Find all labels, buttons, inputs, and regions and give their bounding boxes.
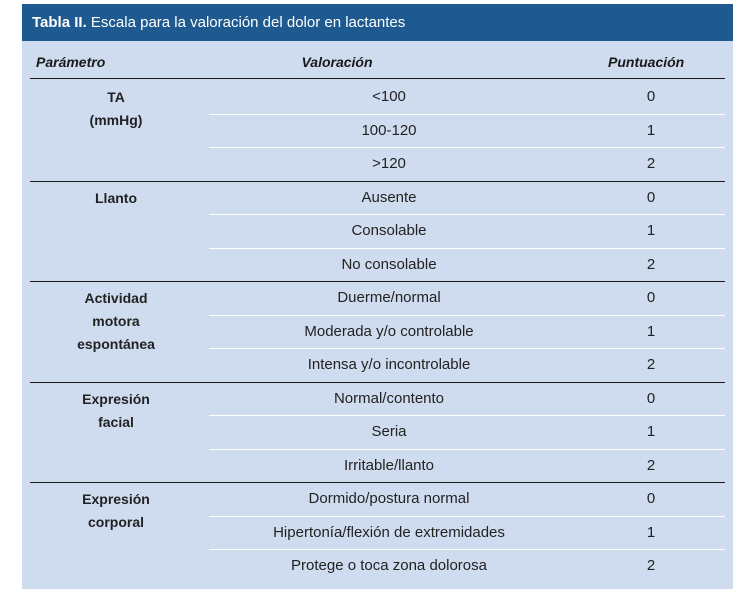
valoracion-cell: <100 (372, 88, 406, 105)
valoracion-cell: Seria (371, 423, 407, 440)
valoracion-cell: Irritable/llanto (343, 456, 435, 474)
table-caption: Escala para la valoración del dolor en lactantes (90, 14, 406, 31)
table-number: Tabla II. (32, 14, 87, 31)
valoracion-cell: >120 (372, 155, 406, 172)
valoracion-cell: No consolable (341, 255, 437, 273)
param-label-line: corporal (87, 514, 144, 530)
param-label (30, 287, 202, 356)
valoracion-cell: Ausente (361, 188, 417, 206)
puntuacion-cell: 0 (646, 88, 656, 105)
puntuacion-cell: 2 (646, 255, 656, 273)
valoracion-cell: Intensa y/o incontrolable (307, 356, 471, 373)
valoracion-cell: 100-120 (361, 121, 417, 139)
param-label (30, 388, 202, 434)
puntuacion-cell: 1 (646, 322, 656, 340)
valoracion-cell: Hipertonía/flexión de extremidades (273, 523, 505, 541)
puntuacion-cell: 2 (646, 456, 656, 474)
param-label-line: Llanto (95, 189, 137, 206)
header-divider (30, 78, 725, 79)
pain-scale-table (22, 4, 733, 589)
puntuacion-cell: 2 (646, 155, 656, 172)
puntuacion-cell: 0 (646, 289, 656, 306)
header-puntuacion: Puntuación (608, 54, 685, 70)
puntuacion-cell: 2 (646, 356, 656, 373)
param-label-line: espontánea (77, 336, 155, 352)
valoracion-cell: Normal/contento (333, 389, 445, 407)
puntuacion-cell: 0 (646, 490, 656, 507)
param-label-line: Expresión (82, 390, 150, 407)
param-label-line: TA (107, 89, 125, 105)
param-label-line: Expresión (82, 491, 150, 507)
header-valoracion: Valoración (301, 54, 373, 70)
puntuacion-cell: 0 (646, 188, 656, 206)
table-title (22, 4, 733, 41)
puntuacion-cell: 0 (646, 389, 656, 407)
valoracion-cell: Moderada y/o controlable (304, 322, 474, 340)
puntuacion-cell: 1 (646, 222, 656, 239)
param-label (30, 488, 202, 534)
puntuacion-cell: 1 (646, 121, 656, 139)
param-label (30, 187, 202, 210)
puntuacion-cell: 2 (646, 557, 656, 574)
valoracion-cell: Dormido/postura normal (308, 490, 470, 507)
valoracion-cell: Consolable (351, 222, 427, 239)
valoracion-cell: Duerme/normal (337, 289, 441, 306)
param-label-line: facial (98, 413, 134, 430)
header-parametro: Parámetro (36, 54, 106, 70)
param-label-line: (mmHg) (89, 112, 143, 128)
table-header-row (22, 48, 733, 78)
valoracion-cell: Protege o toca zona dolorosa (291, 557, 487, 574)
param-label (30, 86, 202, 132)
param-label-line: motora (92, 313, 140, 329)
param-label-line: Actividad (84, 290, 148, 306)
puntuacion-cell: 1 (646, 423, 656, 440)
puntuacion-cell: 1 (646, 523, 656, 541)
